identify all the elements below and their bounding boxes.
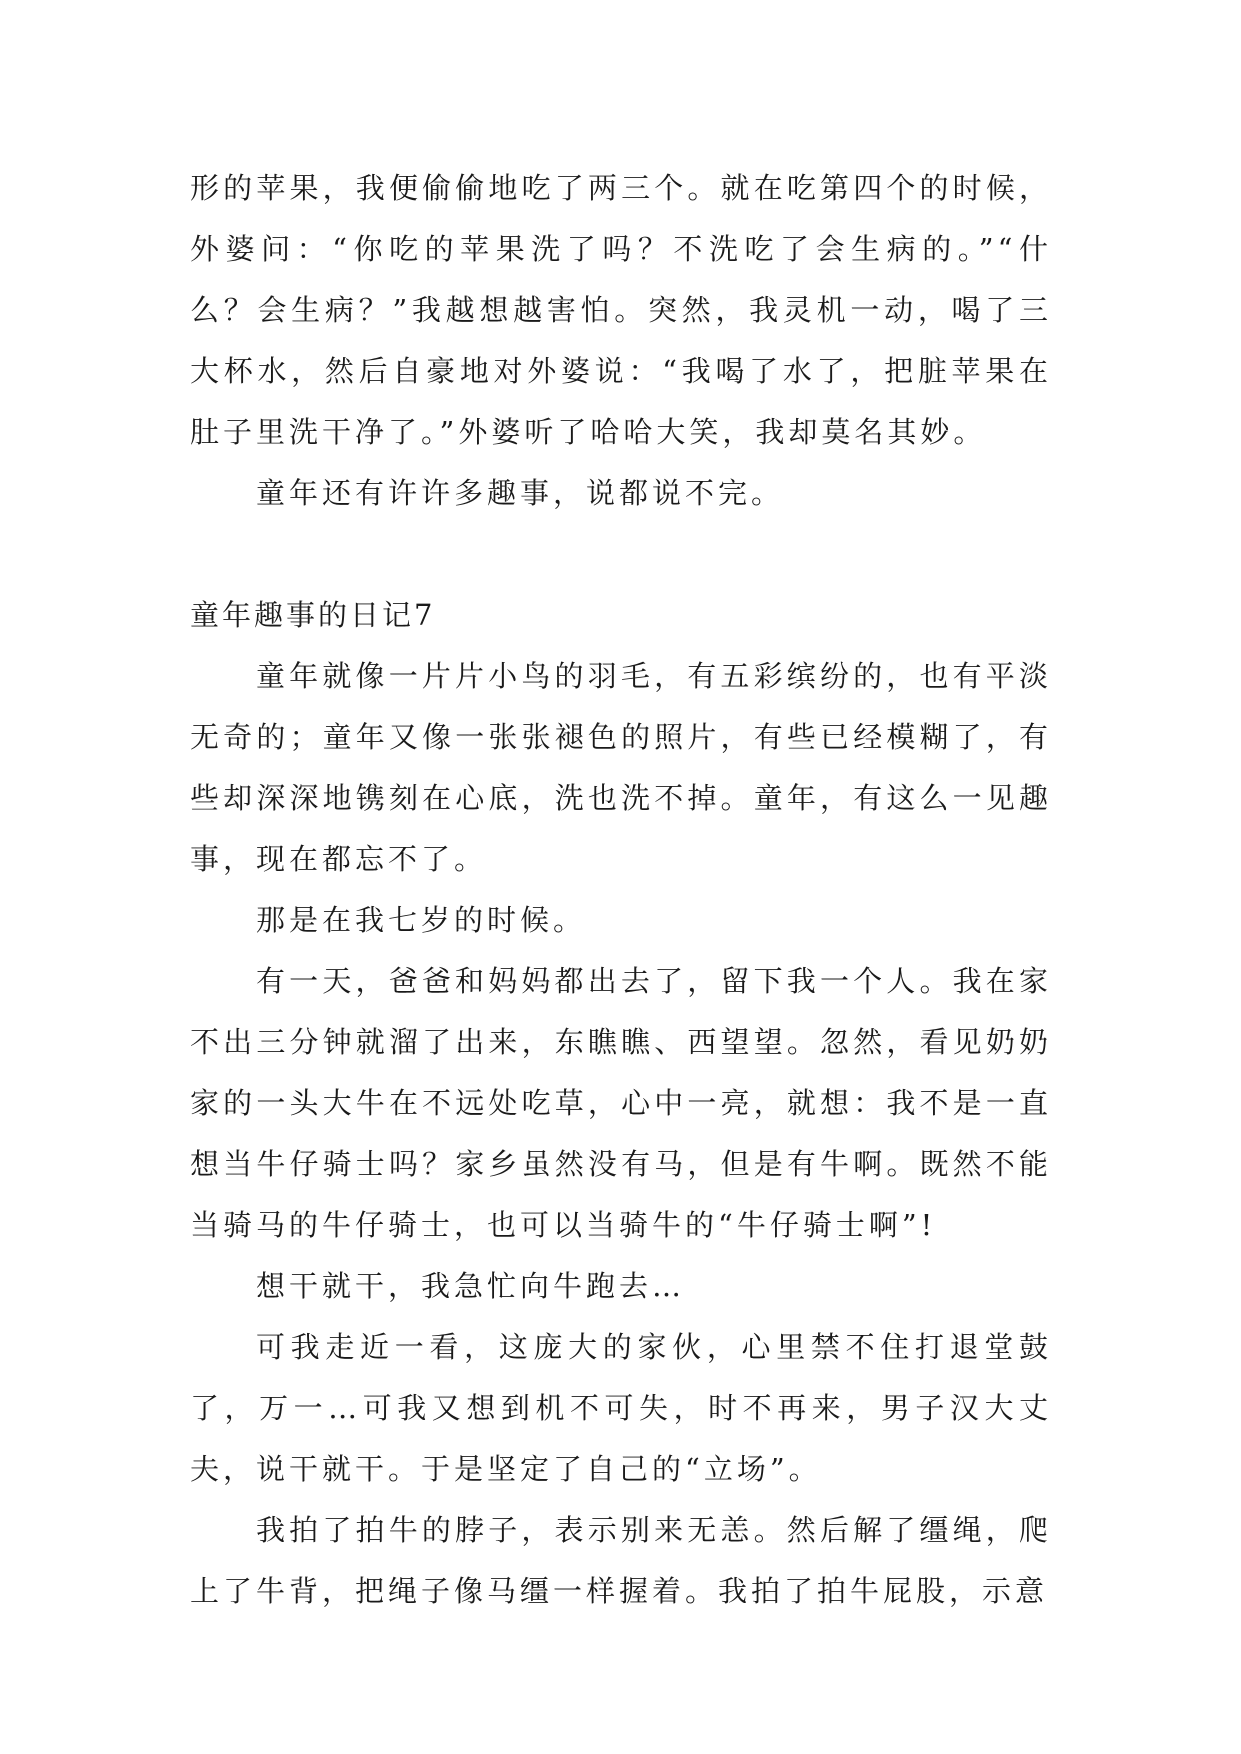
paragraph: 那是在我七岁的时候。	[256, 903, 587, 937]
paragraph: 童年就像一片片小鸟的羽毛，有五彩缤纷的，也有平淡无奇的；童年又像一张张褪色的照片，有些已经模糊了，有些却深深地镌刻在心底，洗也洗不掉。童年，有这么一见趣事，现在都忘不了。	[190, 659, 1052, 876]
paragraph: 童年还有许许多趣事，说都说不完。	[256, 476, 785, 510]
paragraph: 可我走近一看，这庞大的家伙，心里禁不住打退堂鼓了，万一…可我又想到机不可失，时不再来，男子汉大丈夫，说干就干。于是坚定了自己的“立场”。	[190, 1330, 1052, 1486]
section-title: 童年趣事的日记7	[190, 598, 436, 632]
paragraph: 形的苹果，我便偷偷地吃了两三个。就在吃第四个的时候，外婆问：“你吃的苹果洗了吗？不洗吃了会生病的。”“什么？会生病？”我越想越害怕。突然，我灵机一动，喝了三大杯水，然后自豪地对外婆说：“我喝了水了，把脏苹果在肚子里洗干净了。”外婆听了哈哈大笑，我却莫名其妙。	[190, 171, 1052, 449]
section-gap	[190, 524, 1052, 585]
paragraph: 想干就干，我急忙向牛跑去…	[256, 1269, 686, 1303]
paragraph: 我拍了拍牛的脖子，表示别来无恙。然后解了缰绳，爬上了牛背，把绳子像马缰一样握着。我拍了拍牛屁股，示意	[190, 1513, 1052, 1608]
document-body	[190, 158, 1052, 1622]
paragraph: 有一天，爸爸和妈妈都出去了，留下我一个人。我在家不出三分钟就溜了出来，东瞧瞧、西望望。忽然，看见奶奶家的一头大牛在不远处吃草，心中一亮，就想：我不是一直想当牛仔骑士吗？家乡虽然没有马，但是有牛啊。既然不能当骑马的牛仔骑士，也可以当骑牛的“牛仔骑士啊”!	[190, 964, 1052, 1242]
